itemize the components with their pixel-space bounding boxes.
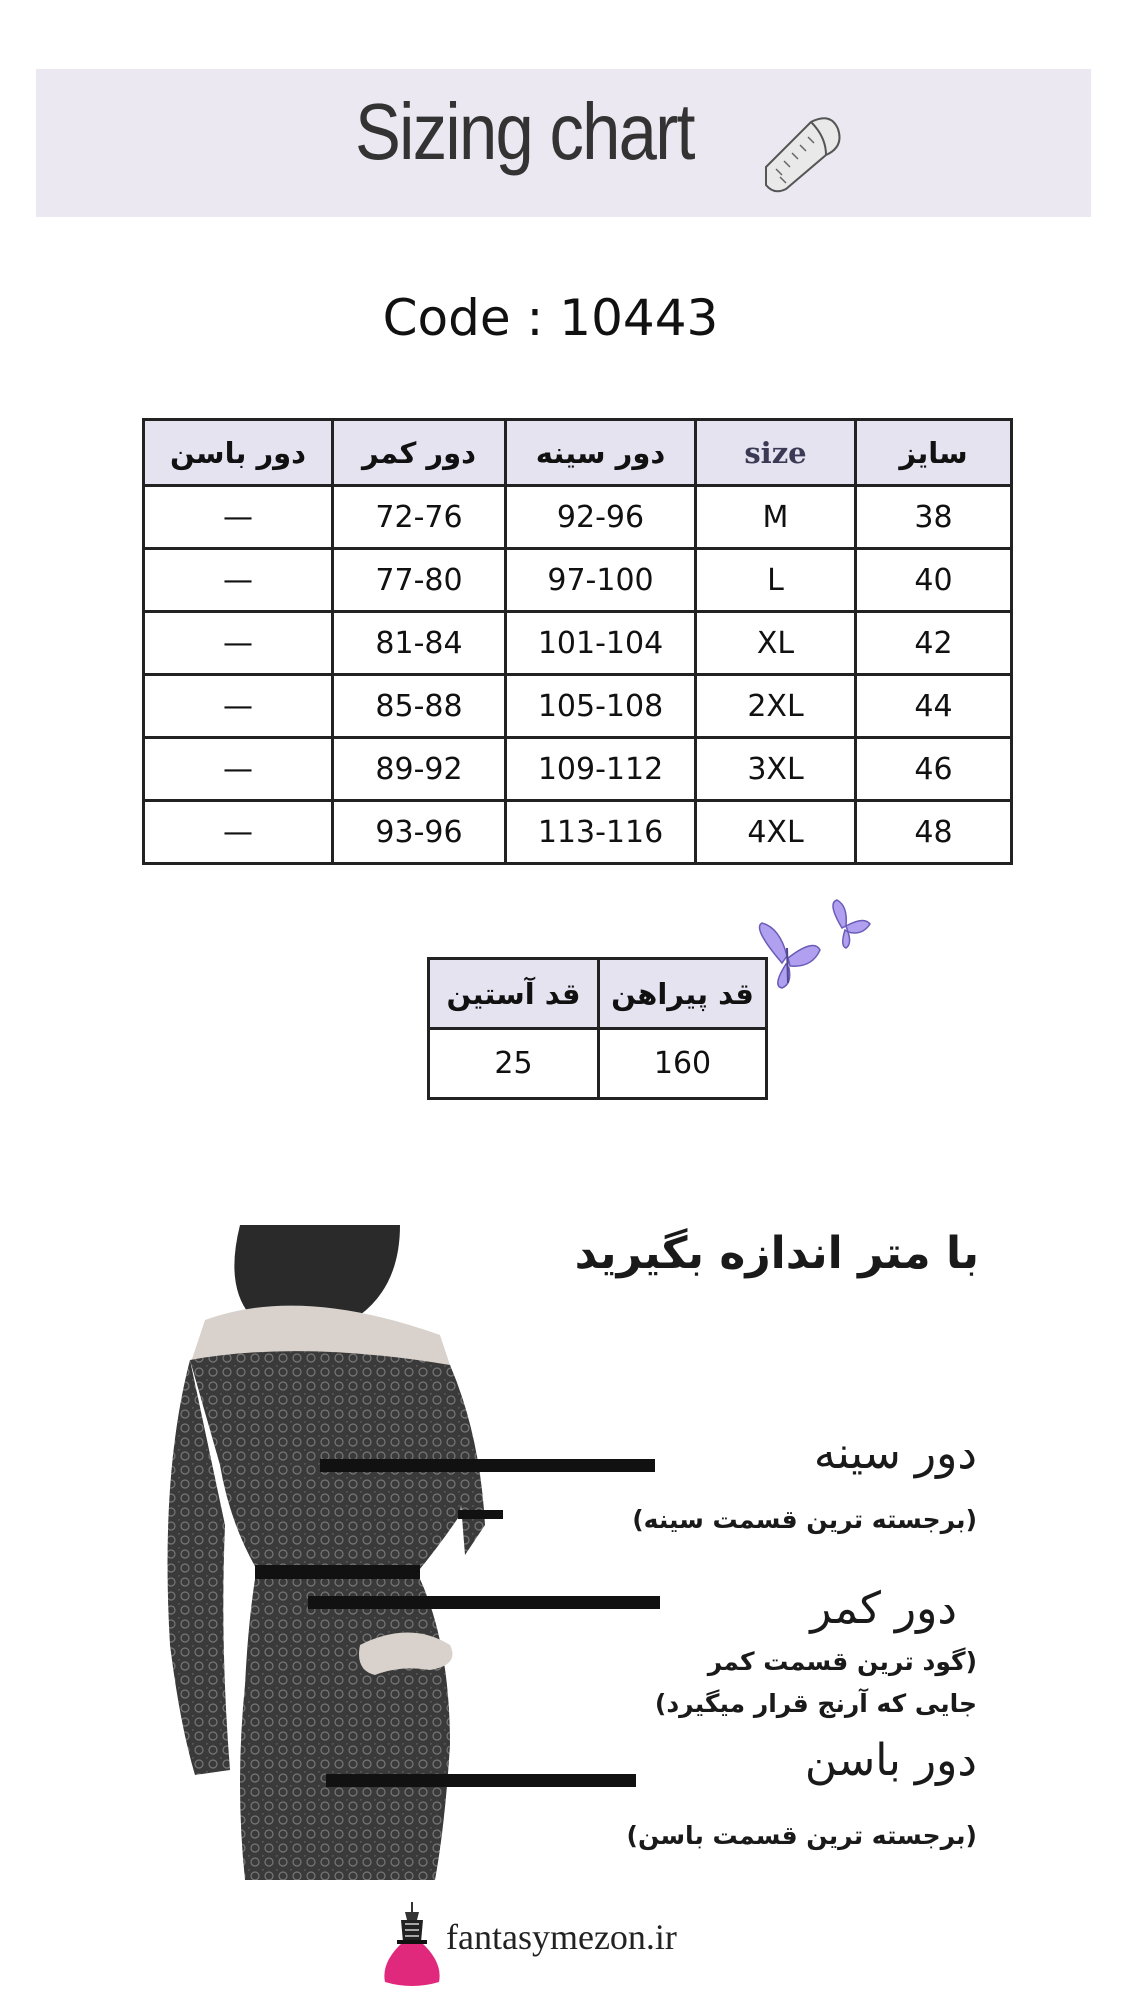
bust-cell: 113-116 [506,801,696,864]
bust-measure-line [320,1459,655,1472]
page-title: Sizing chart [355,87,694,176]
bust-cell: 92-96 [506,486,696,549]
bust-cell: 101-104 [506,612,696,675]
size-number-cell: 40 [856,549,1012,612]
header-size: size [696,420,856,486]
header-dour-kamar: دور کمر [333,420,506,486]
table-row [144,675,1012,738]
hip-cell: — [144,801,333,864]
table-row [144,801,1012,864]
waist-cell: 77-80 [333,549,506,612]
bust-cell: 105-108 [506,675,696,738]
bust-tick-line [458,1510,503,1519]
waist-cell: 81-84 [333,612,506,675]
size-letter-cell: 3XL [696,738,856,801]
hip-cell: — [144,486,333,549]
hip-measure-line [326,1774,636,1787]
measuring-tape-icon [756,107,846,197]
dress-logo-icon [377,1900,447,1988]
size-letter-cell: 2XL [696,675,856,738]
size-number-cell: 44 [856,675,1012,738]
size-letter-cell: L [696,549,856,612]
size-table [142,418,1013,865]
bust-note: (برجسته ترین قسمت سینه) [632,1505,977,1534]
product-code: Code : 10443 [382,289,719,347]
size-number-cell: 42 [856,612,1012,675]
length-table [427,957,768,1100]
header-saiz: سایز [856,420,1012,486]
bust-cell: 97-100 [506,549,696,612]
bust-cell: 109-112 [506,738,696,801]
brand-name: fantasymezon.ir [446,1917,677,1957]
measure-instruction-title: با متر اندازه بگیرید [574,1228,979,1279]
waist-cell: 93-96 [333,801,506,864]
table-row [144,738,1012,801]
header-dress-length: قد پیراهن [599,959,767,1029]
hip-cell: — [144,612,333,675]
table-row [144,549,1012,612]
sleeve-length-cell: 25 [429,1029,599,1099]
size-number-cell: 38 [856,486,1012,549]
header-dour-basan: دور باسن [144,420,333,486]
table-row [429,1029,767,1099]
waist-note-line1: (گود ترین قسمت کمر [707,1647,977,1676]
table-row [144,486,1012,549]
waist-cell: 89-92 [333,738,506,801]
waist-measure-line [308,1596,660,1609]
bust-label: دور سینه [813,1428,977,1479]
waist-note-line2: جایی که آرنج قرار میگیرد) [654,1689,977,1718]
size-letter-cell: M [696,486,856,549]
header-dour-sine: دور سینه [506,420,696,486]
header-sleeve-length: قد آستین [429,959,599,1029]
hip-note: (برجسته ترین قسمت باسن) [626,1821,977,1850]
size-number-cell: 46 [856,738,1012,801]
size-letter-cell: XL [696,612,856,675]
hip-cell: — [144,549,333,612]
waist-cell: 72-76 [333,486,506,549]
size-number-cell: 48 [856,801,1012,864]
hip-cell: — [144,675,333,738]
table-row [144,612,1012,675]
size-letter-cell: 4XL [696,801,856,864]
hip-cell: — [144,738,333,801]
waist-label: دور کمر [810,1583,957,1634]
hip-label: دور باسن [804,1735,977,1786]
waist-cell: 85-88 [333,675,506,738]
length-table-header-row [429,959,767,1029]
size-table-header-row [144,420,1012,486]
dress-length-cell: 160 [599,1029,767,1099]
